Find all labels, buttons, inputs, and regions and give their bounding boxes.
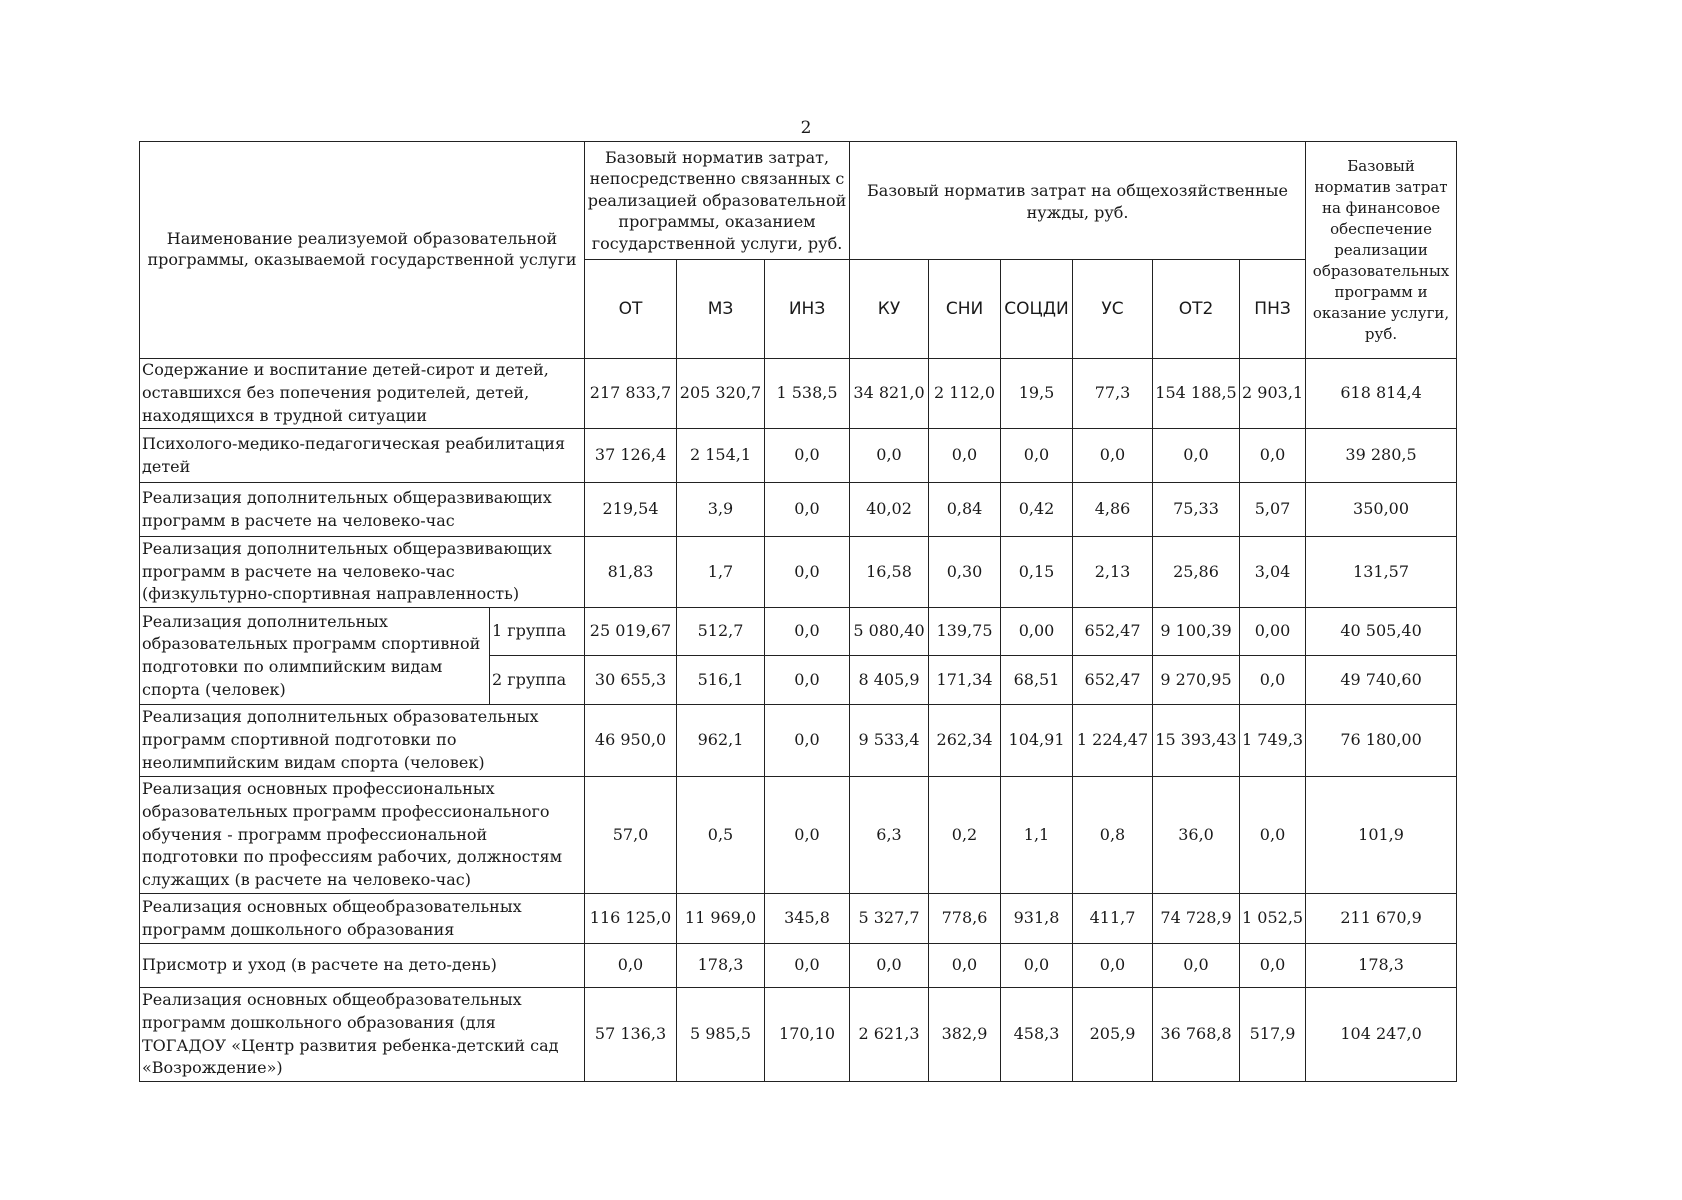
page-number: 2 [800, 118, 812, 138]
cell-ot2: 36 768,8 [1153, 988, 1240, 1082]
cell-ku: 40,02 [850, 483, 929, 537]
cell-sotsdi: 1,1 [1001, 777, 1073, 894]
cell-pnz: 1 052,5 [1240, 894, 1306, 944]
table-row [140, 537, 1457, 608]
cell-us: 652,47 [1073, 608, 1153, 656]
table-row [140, 894, 1457, 944]
row-sub-label: 2 группа [490, 656, 585, 705]
cell-inz: 0,0 [765, 944, 850, 988]
header-code-ot2: ОТ2 [1153, 260, 1240, 359]
header-code-sotsdi: СОЦДИ [1001, 260, 1073, 359]
cell-us: 2,13 [1073, 537, 1153, 608]
table-body [140, 359, 1457, 1082]
cell-sni: 2 112,0 [929, 359, 1001, 429]
cell-pnz: 517,9 [1240, 988, 1306, 1082]
row-name: Содержание и воспитание детей-сирот и детей, оставшихся без попечения родителей, детей, находящихся в трудной ситуации [140, 359, 585, 429]
row-name: Психолого-медико-педагогическая реабилитация детей [140, 429, 585, 483]
cell-ot: 25 019,67 [585, 608, 677, 656]
cell-ot2: 0,0 [1153, 944, 1240, 988]
cell-ot: 37 126,4 [585, 429, 677, 483]
cell-sni: 0,0 [929, 944, 1001, 988]
cell-ku: 0,0 [850, 944, 929, 988]
cell-inz: 1 538,5 [765, 359, 850, 429]
cell-inz: 0,0 [765, 483, 850, 537]
cell-pnz: 3,04 [1240, 537, 1306, 608]
cell-pnz: 1 749,3 [1240, 705, 1306, 777]
cell-sni: 0,30 [929, 537, 1001, 608]
cell-ku: 34 821,0 [850, 359, 929, 429]
cell-sotsdi: 104,91 [1001, 705, 1073, 777]
cell-pnz: 0,0 [1240, 656, 1306, 705]
table-row [140, 429, 1457, 483]
cell-pnz: 2 903,1 [1240, 359, 1306, 429]
cell-ot: 30 655,3 [585, 656, 677, 705]
row-name: Реализация дополнительных образовательных программ спортивной подготовки по олимпийским видам спорта (человек) [140, 608, 490, 705]
cell-total: 104 247,0 [1306, 988, 1457, 1082]
cell-us: 0,0 [1073, 429, 1153, 483]
header-name-column: Наименование реализуемой образовательной программы, оказываемой государственной услуги [140, 142, 585, 359]
row-name: Реализация дополнительных общеразвивающих программ в расчете на человеко-час [140, 483, 585, 537]
header-code-pnz: ПНЗ [1240, 260, 1306, 359]
table-row [140, 359, 1457, 429]
cell-mz: 1,7 [677, 537, 765, 608]
cell-mz: 0,5 [677, 777, 765, 894]
cell-mz: 178,3 [677, 944, 765, 988]
cell-ot: 46 950,0 [585, 705, 677, 777]
header-code-inz: ИНЗ [765, 260, 850, 359]
header-code-us: УС [1073, 260, 1153, 359]
cell-sni: 139,75 [929, 608, 1001, 656]
cell-pnz: 0,0 [1240, 944, 1306, 988]
cell-mz: 512,7 [677, 608, 765, 656]
cell-sni: 382,9 [929, 988, 1001, 1082]
table-row [140, 705, 1457, 777]
cell-ku: 8 405,9 [850, 656, 929, 705]
cell-us: 205,9 [1073, 988, 1153, 1082]
cell-mz: 5 985,5 [677, 988, 765, 1082]
cell-total: 350,00 [1306, 483, 1457, 537]
cell-ku: 0,0 [850, 429, 929, 483]
cell-total: 76 180,00 [1306, 705, 1457, 777]
cell-us: 0,8 [1073, 777, 1153, 894]
cell-mz: 962,1 [677, 705, 765, 777]
cell-mz: 2 154,1 [677, 429, 765, 483]
cell-inz: 0,0 [765, 705, 850, 777]
header-code-ku: КУ [850, 260, 929, 359]
cell-ot2: 25,86 [1153, 537, 1240, 608]
cell-us: 411,7 [1073, 894, 1153, 944]
cell-pnz: 0,0 [1240, 777, 1306, 894]
cell-sni: 778,6 [929, 894, 1001, 944]
cell-inz: 170,10 [765, 988, 850, 1082]
cell-total: 618 814,4 [1306, 359, 1457, 429]
cell-sni: 0,84 [929, 483, 1001, 537]
cell-ot2: 75,33 [1153, 483, 1240, 537]
header-code-sni: СНИ [929, 260, 1001, 359]
cell-us: 4,86 [1073, 483, 1153, 537]
cell-total: 131,57 [1306, 537, 1457, 608]
cell-ot: 57,0 [585, 777, 677, 894]
cell-ku: 16,58 [850, 537, 929, 608]
row-name: Реализация дополнительных общеразвивающих программ в расчете на человеко-час (физкультурно-спортивная направленность) [140, 537, 585, 608]
table-row [140, 988, 1457, 1082]
cell-inz: 345,8 [765, 894, 850, 944]
header-general-costs-group: Базовый норматив затрат на общехозяйственные нужды, руб. [850, 142, 1306, 260]
cell-sotsdi: 0,00 [1001, 608, 1073, 656]
table-row [140, 777, 1457, 894]
cell-inz: 0,0 [765, 608, 850, 656]
cell-total: 49 740,60 [1306, 656, 1457, 705]
cell-total: 39 280,5 [1306, 429, 1457, 483]
header-direct-costs-group: Базовый норматив затрат, непосредственно связанных с реализацией образовательной программы, оказанием государственной услуги, руб. [585, 142, 850, 260]
cell-sotsdi: 68,51 [1001, 656, 1073, 705]
cell-ot: 81,83 [585, 537, 677, 608]
cell-inz: 0,0 [765, 429, 850, 483]
cell-ku: 2 621,3 [850, 988, 929, 1082]
cell-total: 211 670,9 [1306, 894, 1457, 944]
cell-sni: 262,34 [929, 705, 1001, 777]
cell-sotsdi: 19,5 [1001, 359, 1073, 429]
cell-us: 77,3 [1073, 359, 1153, 429]
cell-mz: 516,1 [677, 656, 765, 705]
row-name: Присмотр и уход (в расчете на дето-день) [140, 944, 585, 988]
cell-mz: 3,9 [677, 483, 765, 537]
cell-ot: 219,54 [585, 483, 677, 537]
table-header [140, 142, 1457, 359]
cell-ot: 57 136,3 [585, 988, 677, 1082]
cell-sotsdi: 458,3 [1001, 988, 1073, 1082]
cell-ot2: 15 393,43 [1153, 705, 1240, 777]
cell-ku: 9 533,4 [850, 705, 929, 777]
cell-ot2: 0,0 [1153, 429, 1240, 483]
row-name: Реализация основных профессиональных образовательных программ профессионального обучения - программ профессиональной подготовки по профессиям рабочих, должностям служащих (в расчете на человеко-час) [140, 777, 585, 894]
cell-sni: 0,2 [929, 777, 1001, 894]
norms-table [139, 141, 1457, 1082]
cell-us: 652,47 [1073, 656, 1153, 705]
cell-sotsdi: 931,8 [1001, 894, 1073, 944]
row-name: Реализация дополнительных образовательных программ спортивной подготовки по неолимпийским видам спорта (человек) [140, 705, 585, 777]
row-name: Реализация основных общеобразовательных программ дошкольного образования [140, 894, 585, 944]
cell-inz: 0,0 [765, 777, 850, 894]
cell-ku: 5 080,40 [850, 608, 929, 656]
cell-ot2: 36,0 [1153, 777, 1240, 894]
table-row [140, 944, 1457, 988]
header-total-column: Базовый норматив затрат на финансовое обеспечение реализации образовательных программ и оказание услуги, руб. [1306, 142, 1457, 359]
cell-ot2: 9 270,95 [1153, 656, 1240, 705]
header-code-mz: МЗ [677, 260, 765, 359]
cell-pnz: 5,07 [1240, 483, 1306, 537]
cell-sni: 0,0 [929, 429, 1001, 483]
cell-mz: 11 969,0 [677, 894, 765, 944]
cell-us: 0,0 [1073, 944, 1153, 988]
header-code-ot: ОТ [585, 260, 677, 359]
cell-total: 178,3 [1306, 944, 1457, 988]
cell-inz: 0,0 [765, 656, 850, 705]
cell-us: 1 224,47 [1073, 705, 1153, 777]
row-name: Реализация основных общеобразовательных программ дошкольного образования (для ТОГАДОУ «Центр развития ребенка-детский сад «Возрождение») [140, 988, 585, 1082]
cell-mz: 205 320,7 [677, 359, 765, 429]
table-row [140, 483, 1457, 537]
cell-ot: 0,0 [585, 944, 677, 988]
cell-ot: 217 833,7 [585, 359, 677, 429]
cell-total: 101,9 [1306, 777, 1457, 894]
cell-sni: 171,34 [929, 656, 1001, 705]
table-row [140, 608, 1457, 656]
cell-inz: 0,0 [765, 537, 850, 608]
cell-pnz: 0,0 [1240, 429, 1306, 483]
cell-sotsdi: 0,15 [1001, 537, 1073, 608]
cell-pnz: 0,00 [1240, 608, 1306, 656]
cell-total: 40 505,40 [1306, 608, 1457, 656]
cell-ot2: 154 188,5 [1153, 359, 1240, 429]
cell-sotsdi: 0,0 [1001, 429, 1073, 483]
cell-ku: 5 327,7 [850, 894, 929, 944]
cell-ot: 116 125,0 [585, 894, 677, 944]
row-sub-label: 1 группа [490, 608, 585, 656]
cell-sotsdi: 0,0 [1001, 944, 1073, 988]
cell-ot2: 9 100,39 [1153, 608, 1240, 656]
cell-ku: 6,3 [850, 777, 929, 894]
cell-sotsdi: 0,42 [1001, 483, 1073, 537]
cell-ot2: 74 728,9 [1153, 894, 1240, 944]
